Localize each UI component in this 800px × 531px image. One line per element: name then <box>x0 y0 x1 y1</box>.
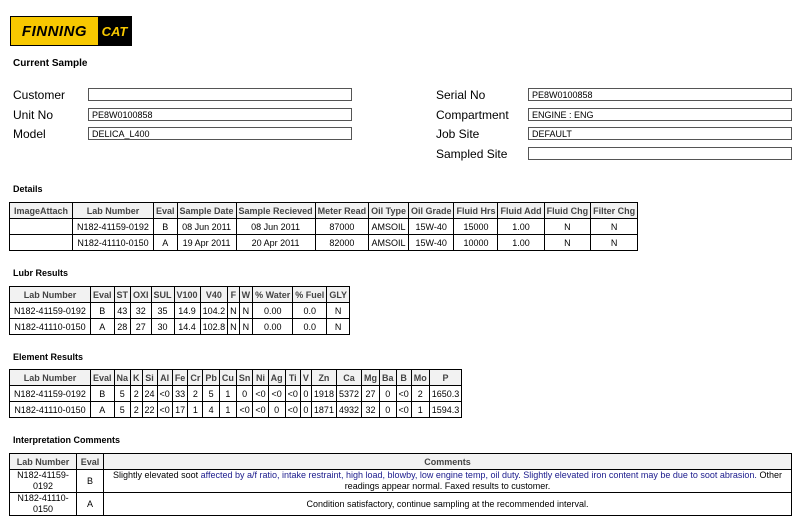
cell-water: 0.00 <box>253 303 293 319</box>
cell-v100: 14.9 <box>174 303 200 319</box>
col-v40: V40 <box>200 287 228 303</box>
customer-label: Customer <box>13 88 66 102</box>
finning-wordmark: FINNING <box>11 17 98 45</box>
comment-text: Slightly elevated soot <box>113 470 201 480</box>
table-row <box>10 402 462 418</box>
cell-fluid-add: 1.00 <box>498 235 544 251</box>
cell-cr: 2 <box>188 386 203 402</box>
cell-ag: <0 <box>268 386 285 402</box>
cell-sn: 0 <box>236 386 253 402</box>
current-sample-title: Current Sample <box>13 58 88 69</box>
cell-f: N <box>228 303 240 319</box>
cell-v40: 102.8 <box>200 319 228 335</box>
col-ca: Ca <box>336 370 361 386</box>
cell-fe: 33 <box>172 386 188 402</box>
element-results-table <box>9 369 462 418</box>
col-sample-received: Sample Recieved <box>236 203 315 219</box>
col-oxi: OXI <box>131 287 152 303</box>
col-pb: Pb <box>203 370 220 386</box>
cell-oil-grade: 15W-40 <box>408 219 454 235</box>
sampled-site-field[interactable] <box>528 147 792 160</box>
cell-sample-received: 20 Apr 2011 <box>236 235 315 251</box>
interpretation-title: Interpretation Comments <box>13 435 121 445</box>
interp-header-row <box>10 454 792 470</box>
col-ni: Ni <box>253 370 268 386</box>
jobsite-field[interactable]: DEFAULT <box>528 127 792 140</box>
col-imageattach: ImageAttach <box>10 203 73 219</box>
cell-ti: <0 <box>285 402 300 418</box>
cell-ca: 5372 <box>336 386 361 402</box>
cell-v: 0 <box>300 386 311 402</box>
cell-eval: A <box>154 235 178 251</box>
sampled-site-label: Sampled Site <box>436 147 508 161</box>
cell-comment <box>104 493 792 516</box>
col-si: Si <box>142 370 157 386</box>
col-fuel: % Fuel <box>293 287 327 303</box>
col-fluid-chg: Fluid Chg <box>544 203 591 219</box>
cell-fluid-hrs: 15000 <box>454 219 498 235</box>
cell-meter-read: 87000 <box>315 219 369 235</box>
cell-st: 43 <box>114 303 131 319</box>
interpretation-table <box>9 453 792 516</box>
col-eval: Eval <box>77 454 104 470</box>
col-al: Al <box>157 370 172 386</box>
comment-text: Condition satisfactory, continue sampling at the recommended interval. <box>306 498 589 509</box>
col-mg: Mg <box>361 370 379 386</box>
table-row <box>10 470 792 493</box>
col-filter-chg: Filter Chg <box>591 203 638 219</box>
cell-ti: <0 <box>285 386 300 402</box>
cell-oxi: 27 <box>131 319 152 335</box>
cell-sn: <0 <box>236 402 253 418</box>
cell-w: N <box>239 319 253 335</box>
comment-text-highlight: affected by a/f ratio, intake restraint, high load, blowby, low engine temp, oil duty. Slightly elevated iron content may be due to soot abrasion. <box>200 470 757 480</box>
cell-ba: 0 <box>379 386 396 402</box>
cell-gly: N <box>327 303 350 319</box>
details-title: Details <box>13 184 43 194</box>
cell-w: N <box>239 303 253 319</box>
cell-oil-type: AMSOIL <box>369 235 409 251</box>
jobsite-label: Job Site <box>436 127 480 141</box>
cell-fluid-hrs: 10000 <box>454 235 498 251</box>
cell-pb: 5 <box>203 386 220 402</box>
cell-v100: 14.4 <box>174 319 200 335</box>
cell-si: 24 <box>142 386 157 402</box>
cell-filter-chg: N <box>591 235 638 251</box>
cell-na: 5 <box>114 386 131 402</box>
cell-lab-number: N182-41159-0192 <box>10 386 91 402</box>
cell-al: <0 <box>157 386 172 402</box>
cell-lab-number: N182-41159-0192 <box>73 219 154 235</box>
element-results-title: Element Results <box>13 352 84 362</box>
cell-lab-number: N182-41110-0150 <box>10 319 91 335</box>
cell-v: 0 <box>300 402 311 418</box>
cell-eval: A <box>91 402 115 418</box>
col-b: B <box>396 370 411 386</box>
cell-ba: 0 <box>379 402 396 418</box>
lubr-header-row <box>10 287 350 303</box>
details-table <box>9 202 638 251</box>
cell-imageattach[interactable] <box>10 219 73 235</box>
cell-zn: 1918 <box>311 386 336 402</box>
cell-al: <0 <box>157 402 172 418</box>
col-eval: Eval <box>91 287 115 303</box>
col-eval: Eval <box>91 370 115 386</box>
col-lab-number: Lab Number <box>73 203 154 219</box>
model-label: Model <box>13 127 46 141</box>
cell-cu: 1 <box>219 386 236 402</box>
cell-si: 22 <box>142 402 157 418</box>
compartment-field[interactable]: ENGINE : ENG <box>528 108 792 121</box>
col-eval: Eval <box>154 203 178 219</box>
cell-st: 28 <box>114 319 131 335</box>
cell-fluid-chg: N <box>544 235 591 251</box>
cell-sample-date: 08 Jun 2011 <box>177 219 236 235</box>
cell-eval: A <box>77 493 104 516</box>
col-fe: Fe <box>172 370 188 386</box>
col-ag: Ag <box>268 370 285 386</box>
model-field[interactable]: DELICA_L400 <box>88 127 352 140</box>
cell-sul: 35 <box>151 303 174 319</box>
lubr-results-title: Lubr Results <box>13 268 69 278</box>
col-sn: Sn <box>236 370 253 386</box>
cell-fuel: 0.0 <box>293 303 327 319</box>
cell-oil-type: AMSOIL <box>369 219 409 235</box>
compartment-label: Compartment <box>436 108 509 122</box>
cell-lab-number: N182-41159-0192 <box>10 470 77 493</box>
col-sul: SUL <box>151 287 174 303</box>
cell-p: 1594.3 <box>429 402 462 418</box>
table-row <box>10 493 792 516</box>
cell-eval: B <box>91 303 115 319</box>
cell-eval: B <box>77 470 104 493</box>
col-p: P <box>429 370 462 386</box>
col-fluid-hrs: Fluid Hrs <box>454 203 498 219</box>
serial-field[interactable]: PE8W0100858 <box>528 88 792 101</box>
cell-lab-number: N182-41159-0192 <box>10 303 91 319</box>
cell-mo: 1 <box>411 402 429 418</box>
col-fluid-add: Fluid Add <box>498 203 544 219</box>
col-oil-grade: Oil Grade <box>408 203 454 219</box>
unit-label: Unit No <box>13 108 54 122</box>
cell-f: N <box>228 319 240 335</box>
col-v: V <box>300 370 311 386</box>
col-water: % Water <box>253 287 293 303</box>
col-ti: Ti <box>285 370 300 386</box>
table-row <box>10 319 350 335</box>
cell-mg: 27 <box>361 386 379 402</box>
cell-k: 2 <box>131 402 143 418</box>
cell-fluid-chg: N <box>544 219 591 235</box>
cat-wordmark: CAT <box>98 17 131 45</box>
col-w: W <box>239 287 253 303</box>
cell-mo: 2 <box>411 386 429 402</box>
table-row <box>10 235 638 251</box>
comment-text-tail: Other readings appear normal. Faxed results to customer. <box>344 470 782 491</box>
col-st: ST <box>114 287 131 303</box>
cell-b: <0 <box>396 402 411 418</box>
col-sample-date: Sample Date <box>177 203 236 219</box>
col-f: F <box>228 287 240 303</box>
cell-mg: 32 <box>361 402 379 418</box>
cell-sample-date: 19 Apr 2011 <box>177 235 236 251</box>
lubr-results-table <box>9 286 350 335</box>
cell-lab-number: N182-41110-0150 <box>73 235 154 251</box>
col-cu: Cu <box>219 370 236 386</box>
cell-comment <box>104 470 792 493</box>
col-mo: Mo <box>411 370 429 386</box>
col-comments: Comments <box>104 454 792 470</box>
col-k: K <box>131 370 143 386</box>
cell-ni: <0 <box>253 386 268 402</box>
table-row <box>10 219 638 235</box>
col-lab-number: Lab Number <box>10 454 77 470</box>
customer-field[interactable] <box>88 88 352 101</box>
col-oil-type: Oil Type <box>369 203 409 219</box>
cell-ag: 0 <box>268 402 285 418</box>
finning-cat-logo <box>10 16 132 46</box>
cell-gly: N <box>327 319 350 335</box>
cell-v40: 104.2 <box>200 303 228 319</box>
col-na: Na <box>114 370 131 386</box>
cell-cr: 1 <box>188 402 203 418</box>
cell-ni: <0 <box>253 402 268 418</box>
cell-pb: 4 <box>203 402 220 418</box>
cell-k: 2 <box>131 386 143 402</box>
cell-p: 1650.3 <box>429 386 462 402</box>
cell-lab-number: N182-41110-0150 <box>10 402 91 418</box>
table-row <box>10 303 350 319</box>
cell-cu: 1 <box>219 402 236 418</box>
details-header-row <box>10 203 638 219</box>
cell-b: <0 <box>396 386 411 402</box>
col-gly: GLY <box>327 287 350 303</box>
cell-fluid-add: 1.00 <box>498 219 544 235</box>
col-meter-read: Meter Read <box>315 203 369 219</box>
cell-eval: B <box>154 219 178 235</box>
col-lab-number: Lab Number <box>10 370 91 386</box>
cell-sul: 30 <box>151 319 174 335</box>
cell-na: 5 <box>114 402 131 418</box>
cell-fuel: 0.0 <box>293 319 327 335</box>
cell-sample-received: 08 Jun 2011 <box>236 219 315 235</box>
col-zn: Zn <box>311 370 336 386</box>
cell-meter-read: 82000 <box>315 235 369 251</box>
col-cr: Cr <box>188 370 203 386</box>
cell-lab-number: N182-41110-0150 <box>10 493 77 516</box>
cell-filter-chg: N <box>591 219 638 235</box>
table-row <box>10 386 462 402</box>
col-lab-number: Lab Number <box>10 287 91 303</box>
cell-ca: 4932 <box>336 402 361 418</box>
cell-zn: 1871 <box>311 402 336 418</box>
cell-imageattach[interactable] <box>10 235 73 251</box>
cell-fe: 17 <box>172 402 188 418</box>
serial-label: Serial No <box>436 88 486 102</box>
col-v100: V100 <box>174 287 200 303</box>
col-ba: Ba <box>379 370 396 386</box>
unit-field[interactable]: PE8W0100858 <box>88 108 352 121</box>
element-header-row <box>10 370 462 386</box>
cell-eval: B <box>91 386 115 402</box>
cell-eval: A <box>91 319 115 335</box>
cell-oil-grade: 15W-40 <box>408 235 454 251</box>
cell-oxi: 32 <box>131 303 152 319</box>
cell-water: 0.00 <box>253 319 293 335</box>
